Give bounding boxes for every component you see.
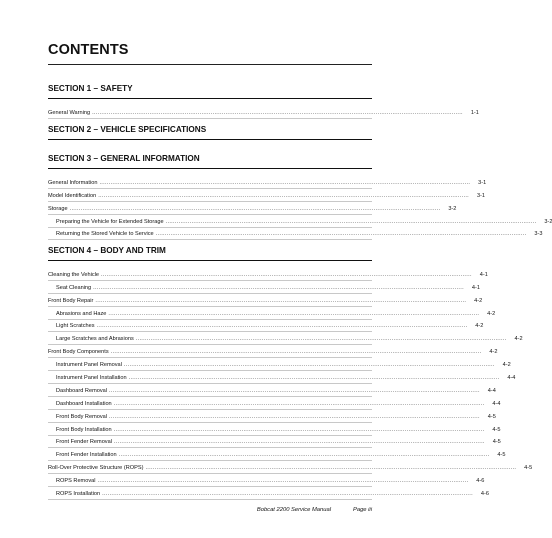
toc-entry-page: 4-2 (487, 310, 496, 317)
dot-leader: ........................................................................................................................................................................................................ (145, 465, 517, 472)
toc-entry[interactable] (48, 345, 498, 358)
toc-entry-label: General Information (48, 179, 98, 186)
section-heading: SECTION 2 – VEHICLE SPECIFICATIONS (48, 125, 207, 134)
toc-entry-label: Front Fender Removal (56, 439, 112, 446)
dot-leader: ........................................................................................................................................................................................................ (108, 310, 480, 317)
toc-entry-label: Model Identification (48, 192, 97, 199)
toc-entry-page: 4-2 (489, 349, 498, 356)
toc-entry-page: 3-3 (534, 231, 543, 238)
toc-entry[interactable] (48, 332, 523, 345)
toc-entry[interactable] (48, 281, 480, 294)
toc-entry[interactable] (48, 436, 501, 449)
toc-entry-page: 3-1 (476, 192, 486, 199)
dot-leader: ........................................................................................................................................................................................................ (128, 375, 500, 382)
dot-leader: ........................................................................................................................................................................................................ (135, 336, 507, 343)
toc-entry-label: General Warning (48, 109, 91, 116)
dot-leader: ........................................................................................................................................................................................................ (97, 478, 469, 485)
toc-entry-label: Front Body Removal (56, 413, 107, 420)
toc-entry[interactable] (48, 268, 488, 281)
toc-entry[interactable] (48, 228, 543, 241)
toc-entry[interactable] (48, 215, 552, 228)
toc-entry-label: Cleaning the Vehicle (48, 271, 100, 278)
dot-leader: ........................................................................................................................................................................................................ (96, 323, 468, 330)
section-divider (48, 168, 372, 169)
section-divider (48, 139, 372, 140)
toc-entry-label: Front Body Installation (56, 426, 112, 433)
toc-entry[interactable] (48, 294, 483, 307)
toc-entry-label: Instrument Panel Installation (56, 375, 127, 382)
section-body-and-trim (48, 245, 533, 500)
toc-entry-label: Dashboard Installation (56, 400, 112, 407)
toc-entry-page: 3-1 (478, 179, 487, 186)
toc-entry[interactable] (48, 487, 489, 500)
toc-entry-label: Instrument Panel Removal (56, 362, 122, 369)
section-heading: SECTION 4 – BODY AND TRIM (48, 246, 166, 255)
toc-entry[interactable] (48, 448, 506, 461)
toc-entry-label: Preparing the Vehicle for Extended Storage (56, 218, 164, 225)
dot-leader: ........................................................................................................................................................................................................ (155, 231, 527, 238)
section-heading: SECTION 3 – GENERAL INFORMATION (48, 154, 200, 163)
title-divider (48, 64, 372, 65)
toc-entry-page: 4-5 (492, 426, 501, 433)
dot-leader: ........................................................................................................................................................................................................ (123, 362, 495, 369)
toc-entry[interactable] (48, 397, 501, 410)
section-divider (48, 98, 372, 99)
toc-entry[interactable] (48, 320, 484, 333)
dot-leader: ........................................................................................................................................................................................................ (113, 426, 485, 433)
toc-entry-label: ROPS Removal (56, 478, 96, 485)
section-divider (48, 260, 372, 261)
toc-entry-page: 4-5 (492, 439, 501, 446)
toc-entry-label: ROPS Installation (56, 491, 101, 498)
toc-entry-label: Dashboard Removal (56, 387, 107, 394)
toc-entry-label: Large Scratches and Abrasions (56, 336, 134, 343)
toc-entry-page: 4-1 (479, 271, 488, 278)
toc-entry-page: 4-5 (487, 413, 496, 420)
toc-entries (48, 268, 533, 500)
toc-entry-page: 4-4 (492, 400, 501, 407)
toc-entry-page: 4-2 (502, 362, 511, 369)
section-vehicle-specifications (48, 124, 372, 140)
toc-entry-label: Light Scratches (56, 323, 95, 330)
toc-entry-page: 4-5 (524, 465, 533, 472)
toc-entry-page: 4-5 (497, 452, 506, 459)
toc-entry[interactable] (48, 371, 516, 384)
section-heading: SECTION 1 – SAFETY (48, 84, 133, 93)
toc-entry[interactable] (48, 423, 501, 436)
toc-entry-label: Storage (48, 205, 68, 212)
toc-entry[interactable] (48, 202, 457, 215)
dot-leader: ........................................................................................................................................................................................................ (101, 271, 472, 278)
dot-leader: ........................................................................................................................................................................................................ (165, 218, 537, 225)
toc-entry-page: 4-2 (514, 336, 523, 343)
dot-leader: ........................................................................................................................................................................................................ (102, 491, 473, 498)
dot-leader: ........................................................................................................................................................................................................ (118, 452, 490, 459)
page-title: CONTENTS (48, 42, 129, 58)
toc-entry[interactable] (48, 474, 485, 487)
toc-entry-page: 4-6 (480, 491, 489, 498)
toc-entry[interactable] (48, 410, 496, 423)
toc-entry[interactable] (48, 176, 487, 189)
section-safety (48, 83, 479, 119)
page-number: Page iii (352, 507, 372, 513)
toc-entry-page: 4-2 (474, 297, 483, 304)
page-footer (257, 507, 372, 513)
toc-entry-page: 4-6 (476, 478, 485, 485)
dot-leader: ........................................................................................................................................................................................................ (113, 439, 485, 446)
dot-leader: ........................................................................................................................................................................................................ (110, 349, 482, 356)
toc-entry-label: Returning the Stored Vehicle to Service (56, 231, 154, 238)
toc-entry-page: 4-4 (507, 375, 516, 382)
dot-leader: ........................................................................................................................................................................................................ (93, 284, 464, 291)
dot-leader: ........................................................................................................................................................................................................ (99, 179, 471, 186)
dot-leader: ........................................................................................................................................................................................................ (109, 413, 480, 420)
section-general-information (48, 153, 552, 240)
toc-entry[interactable] (48, 307, 496, 320)
toc-entry-label: Front Fender Installation (56, 452, 117, 459)
toc-entry-label: Seat Cleaning (56, 284, 92, 291)
toc-entries (48, 176, 552, 240)
dot-leader: ........................................................................................................................................................................................................ (109, 387, 480, 394)
toc-entry-page: 4-2 (475, 323, 484, 330)
toc-entry[interactable] (48, 189, 486, 202)
toc-entry-label: Front Body Components (48, 349, 109, 356)
manual-title: Bobcat 2200 Service Manual (256, 507, 331, 513)
toc-entry[interactable] (48, 461, 533, 474)
toc-entry-label: Abrasions and Haze (56, 310, 107, 317)
toc-entry-page: 3-2 (448, 205, 457, 212)
dot-leader: ........................................................................................................................................................................................................ (98, 192, 470, 199)
toc-entry-page: 3-2 (544, 218, 552, 225)
toc-entry-page: 1-1 (470, 109, 479, 116)
dot-leader: ........................................................................................................................................................................................................ (69, 205, 441, 212)
toc-entry[interactable] (48, 384, 496, 397)
dot-leader: ........................................................................................................................................................................................................ (113, 400, 485, 407)
toc-entry-label: Front Body Repair (48, 297, 94, 304)
toc-entry-page: 4-1 (471, 284, 480, 291)
toc-entry-page: 4-4 (487, 387, 496, 394)
dot-leader: ........................................................................................................................................................................................................ (92, 109, 463, 116)
toc-entry[interactable] (48, 106, 479, 119)
toc-entry-label: Roll-Over Protective Structure (ROPS) (48, 465, 144, 472)
dot-leader: ........................................................................................................................................................................................................ (95, 297, 467, 304)
toc-entries (48, 106, 479, 119)
toc-entry[interactable] (48, 358, 511, 371)
